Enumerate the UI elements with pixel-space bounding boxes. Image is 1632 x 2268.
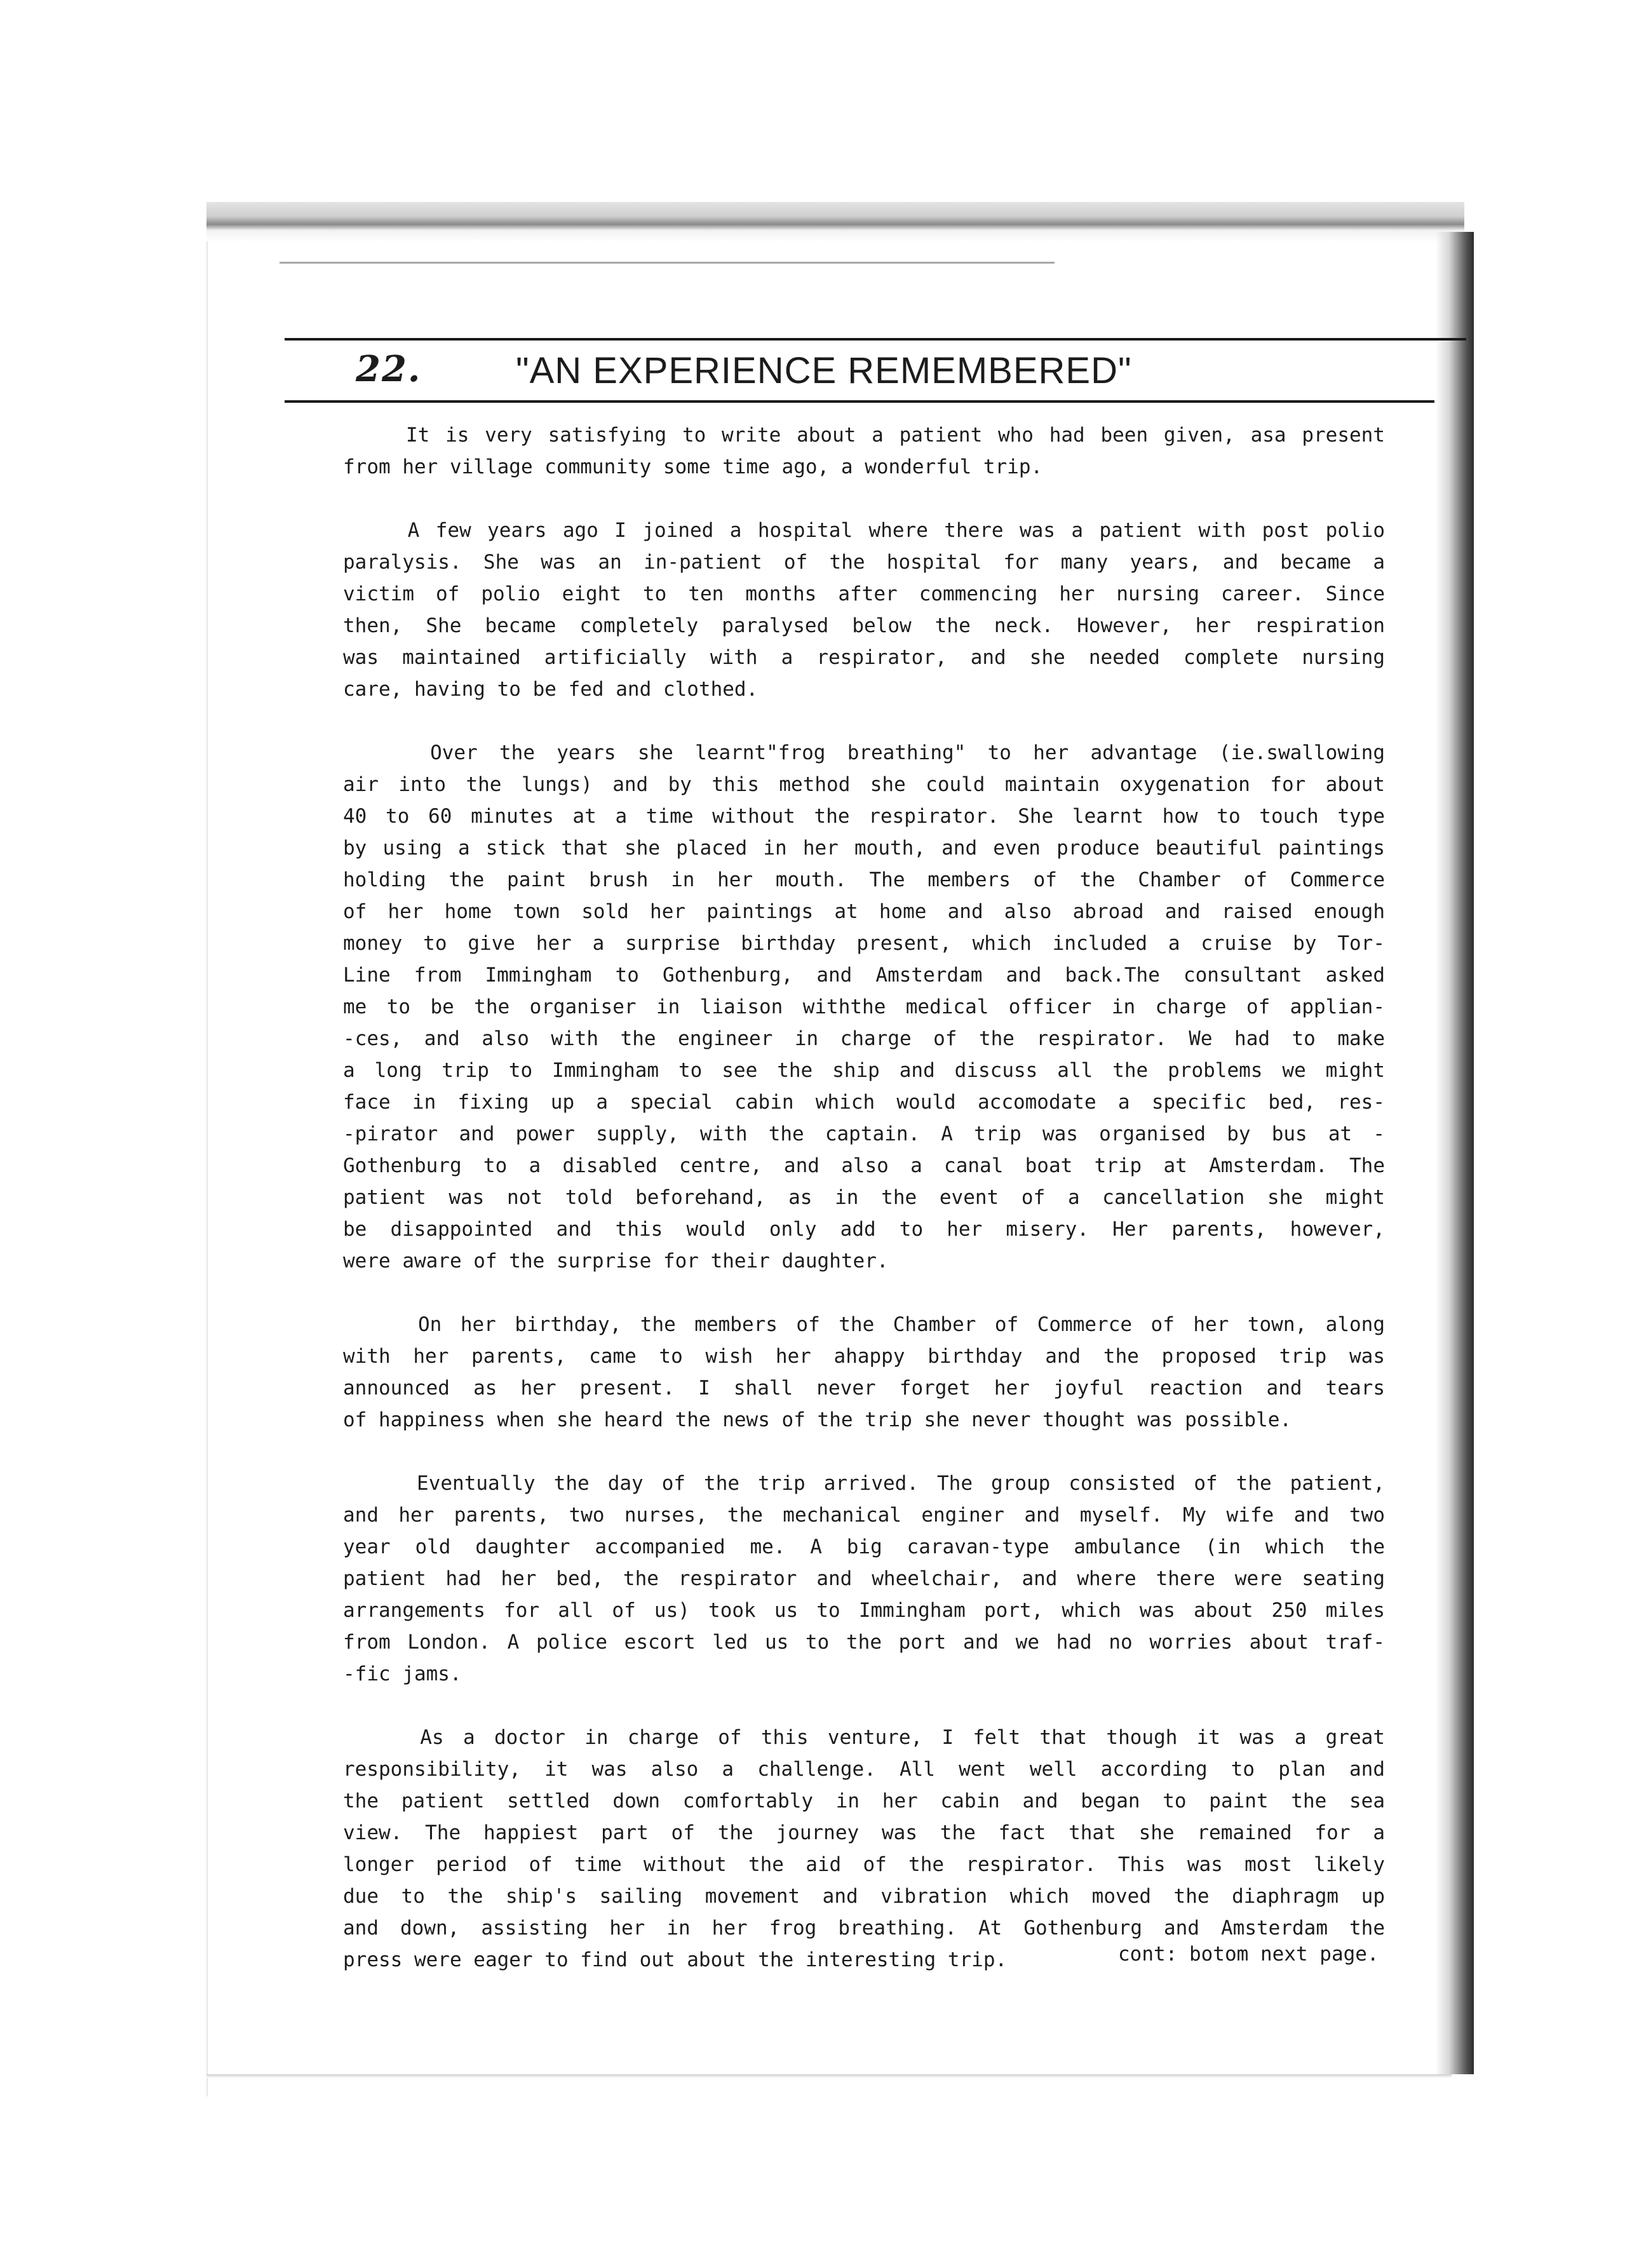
text-line: A few years ago I joined a hospital where there was a patient with post polio [343, 519, 1385, 542]
page-binding-shadow [1436, 232, 1474, 2074]
text-line: a long trip to Immingham to see the ship and discuss all the problems we might [343, 1059, 1385, 1082]
header-top-rule [285, 338, 1466, 341]
text-line: me to be the organiser in liaison withthe medical officer in charge of applian- [343, 996, 1385, 1018]
text-line: -ces, and also with the engineer in charge of the respirator. We had to make [343, 1027, 1385, 1050]
paragraph [343, 1309, 1385, 1436]
text-line: victim of polio eight to ten months after commencing her nursing career. Since [343, 583, 1385, 605]
text-line: year old daughter accompanied me. A big caravan-type ambulance (in which the [343, 1536, 1385, 1558]
text-line: press were eager to find out about the interesting trip. [343, 1948, 1008, 1971]
text-line: 40 to 60 minutes at a time without the respirator. She learnt how to touch type [343, 805, 1385, 828]
text-line: money to give her a surprise birthday present, which included a cruise by Tor- [343, 932, 1385, 955]
text-line: be disappointed and this would only add to her misery. Her parents, however, [343, 1218, 1385, 1241]
text-line: care, having to be fed and clothed. [343, 678, 759, 701]
article-body [343, 419, 1385, 2008]
text-line: due to the ship's sailing movement and vibration which moved the diaphragm up [343, 1885, 1385, 1908]
text-line: Gothenburg to a disabled centre, and also a canal boat trip at Amsterdam. The [343, 1154, 1385, 1177]
text-line: longer period of time without the aid of the respirator. This was most likely [343, 1853, 1385, 1876]
paragraph [343, 1468, 1385, 1690]
text-line: and down, assisting her in her frog breathing. At Gothenburg and Amsterdam the [343, 1917, 1385, 1940]
text-line: then, She became completely paralysed below the neck. However, her respiration [343, 614, 1385, 637]
paragraph [343, 1722, 1385, 1976]
text-line: announced as her present. I shall never forget her joyful reaction and tears [343, 1377, 1385, 1400]
text-line: of her home town sold her paintings at home and also abroad and raised enough [343, 900, 1385, 923]
page-top-edge [206, 202, 1464, 243]
text-line: -fic jams. [343, 1663, 462, 1685]
page-number: 22. [356, 348, 422, 390]
text-line: patient had her bed, the respirator and wheelchair, and where there were seating [343, 1567, 1385, 1590]
paragraph [343, 737, 1385, 1277]
text-line: holding the paint brush in her mouth. The members of the Chamber of Commerce [343, 868, 1385, 891]
text-line: from London. A police escort led us to the port and we had no worries about traf- [343, 1631, 1385, 1654]
page-fold-line [280, 262, 1055, 264]
text-line: was maintained artificially with a respirator, and she needed complete nursing [343, 646, 1385, 669]
article-title: "AN EXPERIENCE REMEMBERED" [516, 350, 1132, 391]
text-line: view. The happiest part of the journey was the fact that she remained for a [343, 1821, 1385, 1844]
text-line: with her parents, came to wish her ahappy birthday and the proposed trip was [343, 1345, 1385, 1368]
text-line: the patient settled down comfortably in her cabin and began to paint the sea [343, 1790, 1385, 1812]
text-line: face in fixing up a special cabin which would accomodate a specific bed, res- [343, 1091, 1385, 1114]
text-line: As a doctor in charge of this venture, I felt that though it was a great [343, 1726, 1385, 1749]
text-line: It is very satisfying to write about a patient who had been given, asa present [343, 424, 1385, 447]
text-line: Eventually the day of the trip arrived. The group consisted of the patient, [343, 1472, 1385, 1495]
text-line: from her village community some time ago, a wonderful trip. [343, 456, 1043, 478]
continuation-note: cont: botom next page. [1118, 1943, 1379, 1966]
page-bottom-edge [206, 2074, 1452, 2078]
paragraph [343, 515, 1385, 705]
text-line: Over the years she learnt"frog breathing" to her advantage (ie.swallowing [343, 741, 1385, 764]
text-line: were aware of the surprise for their daughter. [343, 1250, 889, 1272]
paragraph [343, 419, 1385, 483]
text-line: air into the lungs) and by this method she could maintain oxygenation for about [343, 773, 1385, 796]
text-line: -pirator and power supply, with the captain. A trip was organised by bus at - [343, 1123, 1385, 1145]
text-line: patient was not told beforehand, as in the event of a cancellation she might [343, 1186, 1385, 1209]
text-line: On her birthday, the members of the Chamber of Commerce of her town, along [343, 1313, 1385, 1336]
text-line: by using a stick that she placed in her mouth, and even produce beautiful paintings [343, 837, 1385, 860]
text-line: paralysis. She was an in-patient of the hospital for many years, and became a [343, 551, 1385, 574]
text-line: responsibility, it was also a challenge. All went well according to plan and [343, 1758, 1385, 1781]
text-line: arrangements for all of us) took us to Immingham port, which was about 250 miles [343, 1599, 1385, 1622]
text-line: and her parents, two nurses, the mechanical enginer and myself. My wife and two [343, 1504, 1385, 1527]
header-bottom-rule [285, 400, 1434, 403]
text-line: Line from Immingham to Gothenburg, and Amsterdam and back.The consultant asked [343, 964, 1385, 987]
text-line: of happiness when she heard the news of the trip she never thought was possible. [343, 1408, 1292, 1431]
